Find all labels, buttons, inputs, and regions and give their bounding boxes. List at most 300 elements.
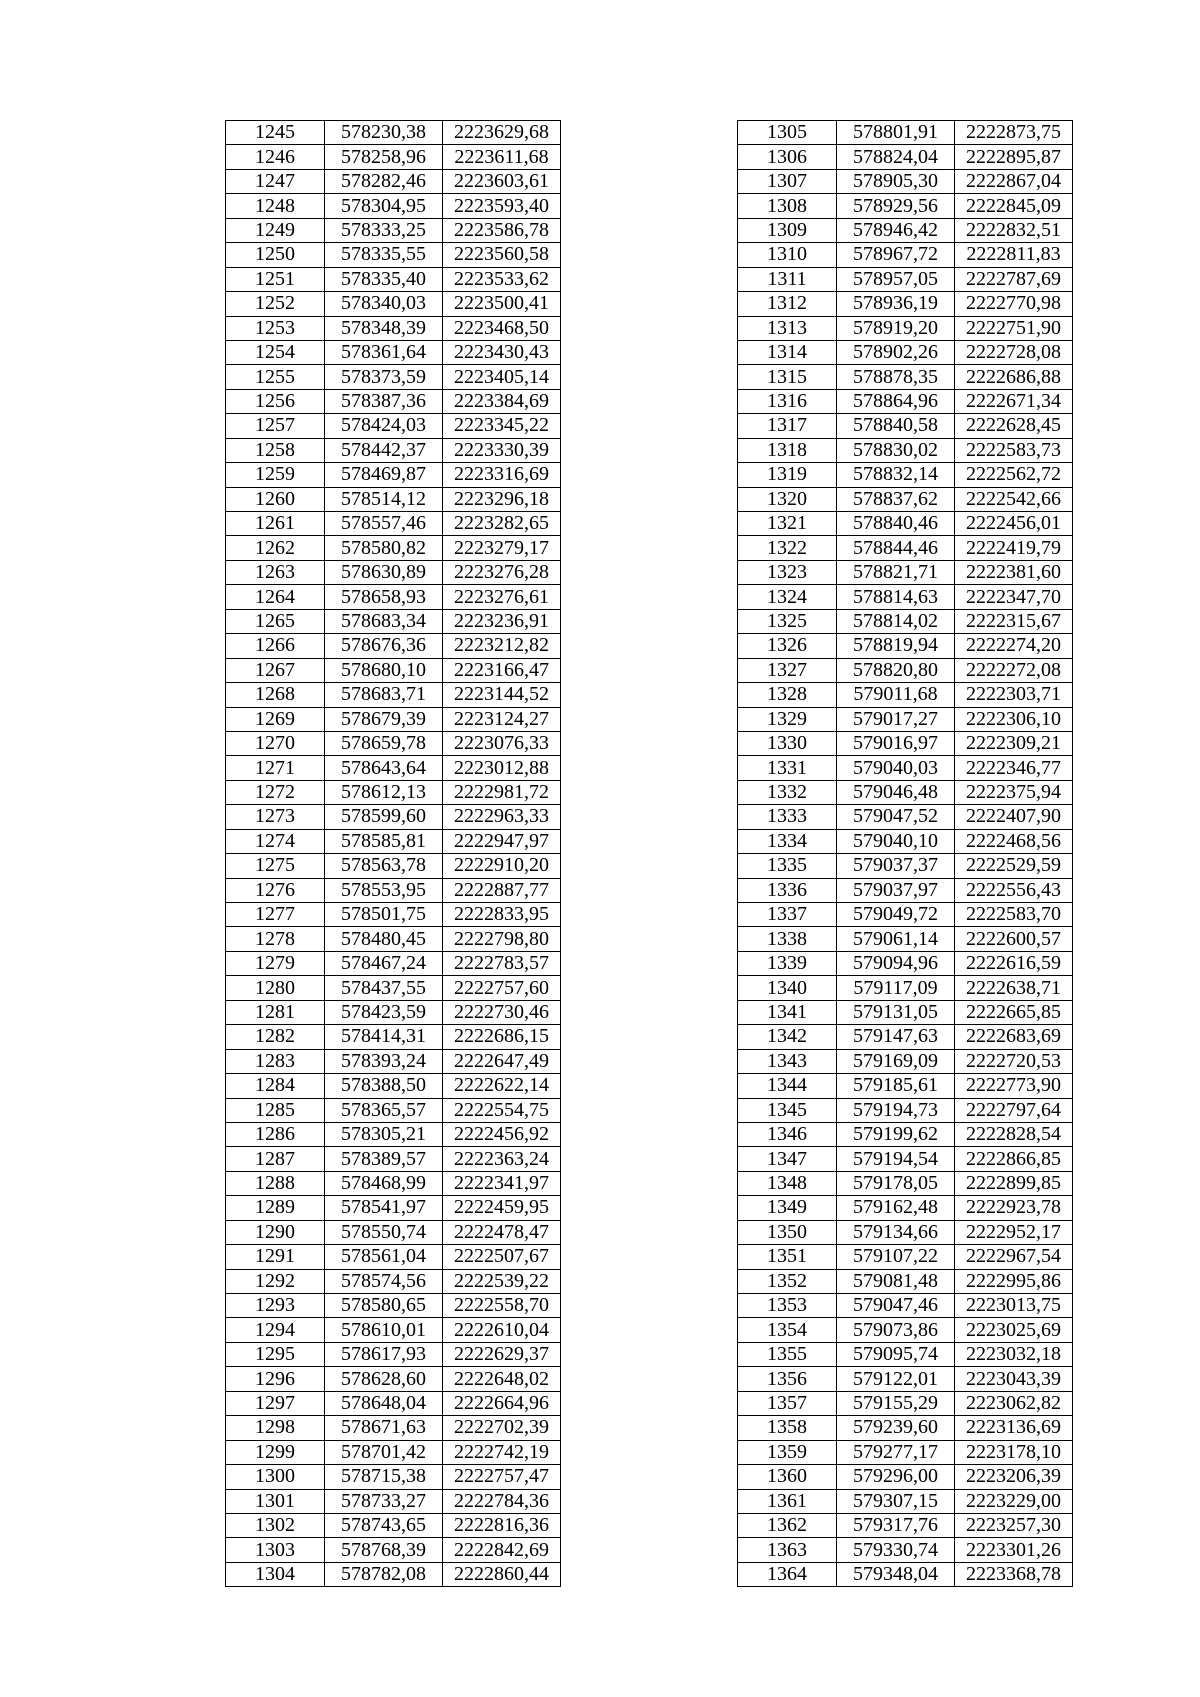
y-coordinate-cell: 2222616,59 [955,951,1073,975]
table-row [226,487,561,511]
point-number-cell: 1284 [226,1074,325,1098]
y-coordinate-cell: 2223345,22 [443,414,561,438]
y-coordinate-cell: 2222306,10 [955,707,1073,731]
table-row [226,292,561,316]
point-number-cell: 1260 [226,487,325,511]
coordinates-table-right [737,120,1073,1587]
y-coordinate-cell: 2222720,53 [955,1049,1073,1073]
x-coordinate-cell: 578782,08 [325,1562,443,1586]
point-number-cell: 1254 [226,340,325,364]
point-number-cell: 1343 [738,1049,837,1073]
table-row [226,1391,561,1415]
x-coordinate-cell: 578580,65 [325,1294,443,1318]
y-coordinate-cell: 2222622,14 [443,1074,561,1098]
x-coordinate-cell: 578679,39 [325,707,443,731]
x-coordinate-cell: 578304,95 [325,194,443,218]
point-number-cell: 1332 [738,780,837,804]
point-number-cell: 1285 [226,1098,325,1122]
point-number-cell: 1357 [738,1391,837,1415]
table-row [738,512,1073,536]
x-coordinate-cell: 579040,10 [837,829,955,853]
y-coordinate-cell: 2223611,68 [443,145,561,169]
x-coordinate-cell: 578423,59 [325,1000,443,1024]
x-coordinate-cell: 578373,59 [325,365,443,389]
x-coordinate-cell: 578701,42 [325,1440,443,1464]
point-number-cell: 1270 [226,731,325,755]
y-coordinate-cell: 2223500,41 [443,292,561,316]
x-coordinate-cell: 578514,12 [325,487,443,511]
point-number-cell: 1339 [738,951,837,975]
x-coordinate-cell: 578864,96 [837,389,955,413]
point-number-cell: 1259 [226,463,325,487]
table-row [738,805,1073,829]
point-number-cell: 1279 [226,951,325,975]
table-row [226,1171,561,1195]
x-coordinate-cell: 578541,97 [325,1196,443,1220]
table-row [226,389,561,413]
table-row [226,829,561,853]
table-row [738,707,1073,731]
y-coordinate-cell: 2222468,56 [955,829,1073,853]
x-coordinate-cell: 578715,38 [325,1465,443,1489]
x-coordinate-cell: 578553,95 [325,878,443,902]
x-coordinate-cell: 578333,25 [325,218,443,242]
y-coordinate-cell: 2222947,97 [443,829,561,853]
y-coordinate-cell: 2222558,70 [443,1294,561,1318]
y-coordinate-cell: 2223229,00 [955,1489,1073,1513]
x-coordinate-cell: 578658,93 [325,585,443,609]
table-row [226,903,561,927]
y-coordinate-cell: 2222828,54 [955,1122,1073,1146]
x-coordinate-cell: 578967,72 [837,243,955,267]
x-coordinate-cell: 578424,03 [325,414,443,438]
x-coordinate-cell: 578393,24 [325,1049,443,1073]
y-coordinate-cell: 2222887,77 [443,878,561,902]
y-coordinate-cell: 2222686,88 [955,365,1073,389]
point-number-cell: 1348 [738,1171,837,1195]
point-number-cell: 1334 [738,829,837,853]
x-coordinate-cell: 578617,93 [325,1342,443,1366]
point-number-cell: 1262 [226,536,325,560]
y-coordinate-cell: 2223166,47 [443,658,561,682]
table-row [226,463,561,487]
table-row [738,1049,1073,1073]
table-row [226,634,561,658]
y-coordinate-cell: 2222895,87 [955,145,1073,169]
x-coordinate-cell: 579134,66 [837,1220,955,1244]
point-number-cell: 1286 [226,1122,325,1146]
point-number-cell: 1345 [738,1098,837,1122]
x-coordinate-cell: 578501,75 [325,903,443,927]
x-coordinate-cell: 578468,99 [325,1171,443,1195]
table-row [738,1416,1073,1440]
x-coordinate-cell: 579037,37 [837,854,955,878]
table-row [226,560,561,584]
y-coordinate-cell: 2223043,39 [955,1367,1073,1391]
x-coordinate-cell: 578469,87 [325,463,443,487]
point-number-cell: 1358 [738,1416,837,1440]
table-row [226,1245,561,1269]
point-number-cell: 1264 [226,585,325,609]
point-number-cell: 1250 [226,243,325,267]
table-row [226,1196,561,1220]
y-coordinate-cell: 2222363,24 [443,1147,561,1171]
x-coordinate-cell: 578612,13 [325,780,443,804]
point-number-cell: 1251 [226,267,325,291]
x-coordinate-cell: 579017,27 [837,707,955,731]
x-coordinate-cell: 579169,09 [837,1049,955,1073]
y-coordinate-cell: 2223330,39 [443,438,561,462]
x-coordinate-cell: 578365,57 [325,1098,443,1122]
table-row [738,389,1073,413]
y-coordinate-cell: 2222375,94 [955,780,1073,804]
point-number-cell: 1319 [738,463,837,487]
table-row [226,878,561,902]
y-coordinate-cell: 2222842,69 [443,1538,561,1562]
x-coordinate-cell: 578801,91 [837,121,955,145]
x-coordinate-cell: 578580,82 [325,536,443,560]
table-row [738,414,1073,438]
point-number-cell: 1346 [738,1122,837,1146]
table-row [738,1562,1073,1586]
y-coordinate-cell: 2222730,46 [443,1000,561,1024]
x-coordinate-cell: 578563,78 [325,854,443,878]
x-coordinate-cell: 578821,71 [837,560,955,584]
y-coordinate-cell: 2222757,60 [443,976,561,1000]
x-coordinate-cell: 579307,15 [837,1489,955,1513]
table-row [226,1416,561,1440]
point-number-cell: 1248 [226,194,325,218]
point-number-cell: 1247 [226,169,325,193]
point-number-cell: 1361 [738,1489,837,1513]
y-coordinate-cell: 2223301,26 [955,1538,1073,1562]
point-number-cell: 1318 [738,438,837,462]
y-coordinate-cell: 2222274,20 [955,634,1073,658]
y-coordinate-cell: 2222478,47 [443,1220,561,1244]
x-coordinate-cell: 579178,05 [837,1171,955,1195]
x-coordinate-cell: 579047,52 [837,805,955,829]
table-row [738,634,1073,658]
point-number-cell: 1314 [738,340,837,364]
y-coordinate-cell: 2223629,68 [443,121,561,145]
table-row [226,1074,561,1098]
x-coordinate-cell: 578348,39 [325,316,443,340]
x-coordinate-cell: 578230,38 [325,121,443,145]
y-coordinate-cell: 2222686,15 [443,1025,561,1049]
point-number-cell: 1355 [738,1342,837,1366]
table-row [738,1074,1073,1098]
y-coordinate-cell: 2222556,43 [955,878,1073,902]
table-row [738,1440,1073,1464]
table-row [738,1025,1073,1049]
y-coordinate-cell: 2222459,95 [443,1196,561,1220]
table-row [226,1220,561,1244]
y-coordinate-cell: 2223013,75 [955,1294,1073,1318]
point-number-cell: 1311 [738,267,837,291]
y-coordinate-cell: 2223316,69 [443,463,561,487]
table-row [226,731,561,755]
y-coordinate-cell: 2222833,95 [443,903,561,927]
point-number-cell: 1288 [226,1171,325,1195]
x-coordinate-cell: 578814,02 [837,609,955,633]
y-coordinate-cell: 2222963,33 [443,805,561,829]
point-number-cell: 1331 [738,756,837,780]
point-number-cell: 1295 [226,1342,325,1366]
y-coordinate-cell: 2223178,10 [955,1440,1073,1464]
y-coordinate-cell: 2223586,78 [443,218,561,242]
x-coordinate-cell: 579239,60 [837,1416,955,1440]
table-row [738,1220,1073,1244]
x-coordinate-cell: 578388,50 [325,1074,443,1098]
x-coordinate-cell: 578340,03 [325,292,443,316]
table-row [738,1391,1073,1415]
table-row [226,365,561,389]
coordinates-table-left-body [226,121,561,1587]
point-number-cell: 1341 [738,1000,837,1024]
point-number-cell: 1327 [738,658,837,682]
x-coordinate-cell: 578819,94 [837,634,955,658]
point-number-cell: 1354 [738,1318,837,1342]
table-row [738,1318,1073,1342]
point-number-cell: 1303 [226,1538,325,1562]
x-coordinate-cell: 578824,04 [837,145,955,169]
point-number-cell: 1324 [738,585,837,609]
y-coordinate-cell: 2222787,69 [955,267,1073,291]
x-coordinate-cell: 578929,56 [837,194,955,218]
y-coordinate-cell: 2222923,78 [955,1196,1073,1220]
table-row [226,707,561,731]
point-number-cell: 1351 [738,1245,837,1269]
y-coordinate-cell: 2222867,04 [955,169,1073,193]
x-coordinate-cell: 578467,24 [325,951,443,975]
y-coordinate-cell: 2223533,62 [443,267,561,291]
table-row [738,780,1073,804]
point-number-cell: 1315 [738,365,837,389]
point-number-cell: 1274 [226,829,325,853]
x-coordinate-cell: 578671,63 [325,1416,443,1440]
y-coordinate-cell: 2223282,65 [443,512,561,536]
x-coordinate-cell: 578480,45 [325,927,443,951]
table-row [738,316,1073,340]
point-number-cell: 1275 [226,854,325,878]
point-number-cell: 1299 [226,1440,325,1464]
y-coordinate-cell: 2222554,75 [443,1098,561,1122]
table-row [738,854,1073,878]
table-row [226,145,561,169]
y-coordinate-cell: 2222866,85 [955,1147,1073,1171]
table-row [226,658,561,682]
x-coordinate-cell: 579049,72 [837,903,955,927]
x-coordinate-cell: 578820,80 [837,658,955,682]
y-coordinate-cell: 2222832,51 [955,218,1073,242]
y-coordinate-cell: 2223032,18 [955,1342,1073,1366]
y-coordinate-cell: 2222751,90 [955,316,1073,340]
y-coordinate-cell: 2222610,04 [443,1318,561,1342]
x-coordinate-cell: 579047,46 [837,1294,955,1318]
point-number-cell: 1356 [738,1367,837,1391]
y-coordinate-cell: 2222456,01 [955,512,1073,536]
x-coordinate-cell: 579011,68 [837,683,955,707]
y-coordinate-cell: 2223025,69 [955,1318,1073,1342]
x-coordinate-cell: 578335,55 [325,243,443,267]
point-number-cell: 1245 [226,121,325,145]
table-row [226,194,561,218]
x-coordinate-cell: 579199,62 [837,1122,955,1146]
x-coordinate-cell: 579046,48 [837,780,955,804]
y-coordinate-cell: 2222873,75 [955,121,1073,145]
point-number-cell: 1249 [226,218,325,242]
table-row [738,1000,1073,1024]
point-number-cell: 1278 [226,927,325,951]
point-number-cell: 1322 [738,536,837,560]
x-coordinate-cell: 579040,03 [837,756,955,780]
y-coordinate-cell: 2222647,49 [443,1049,561,1073]
x-coordinate-cell: 579081,48 [837,1269,955,1293]
table-row [738,194,1073,218]
point-number-cell: 1317 [738,414,837,438]
x-coordinate-cell: 578414,31 [325,1025,443,1049]
point-number-cell: 1335 [738,854,837,878]
point-number-cell: 1342 [738,1025,837,1049]
y-coordinate-cell: 2223276,28 [443,560,561,584]
y-coordinate-cell: 2222784,36 [443,1489,561,1513]
x-coordinate-cell: 578561,04 [325,1245,443,1269]
table-row [226,267,561,291]
point-number-cell: 1263 [226,560,325,584]
table-row [738,976,1073,1000]
y-coordinate-cell: 2222272,08 [955,658,1073,682]
point-number-cell: 1352 [738,1269,837,1293]
x-coordinate-cell: 579122,01 [837,1367,955,1391]
y-coordinate-cell: 2222529,59 [955,854,1073,878]
point-number-cell: 1281 [226,1000,325,1024]
y-coordinate-cell: 2222303,71 [955,683,1073,707]
point-number-cell: 1350 [738,1220,837,1244]
point-number-cell: 1353 [738,1294,837,1318]
table-row [738,585,1073,609]
point-number-cell: 1246 [226,145,325,169]
point-number-cell: 1309 [738,218,837,242]
table-row [738,438,1073,462]
x-coordinate-cell: 578676,36 [325,634,443,658]
point-number-cell: 1320 [738,487,837,511]
table-row [226,1342,561,1366]
y-coordinate-cell: 2222845,09 [955,194,1073,218]
table-row [226,340,561,364]
table-row [738,1245,1073,1269]
point-number-cell: 1330 [738,731,837,755]
point-number-cell: 1292 [226,1269,325,1293]
x-coordinate-cell: 579095,74 [837,1342,955,1366]
x-coordinate-cell: 578574,56 [325,1269,443,1293]
point-number-cell: 1304 [226,1562,325,1586]
x-coordinate-cell: 579277,17 [837,1440,955,1464]
x-coordinate-cell: 579194,54 [837,1147,955,1171]
x-coordinate-cell: 578387,36 [325,389,443,413]
point-number-cell: 1257 [226,414,325,438]
y-coordinate-cell: 2223279,17 [443,536,561,560]
point-number-cell: 1302 [226,1513,325,1537]
point-number-cell: 1363 [738,1538,837,1562]
point-number-cell: 1265 [226,609,325,633]
point-number-cell: 1306 [738,145,837,169]
table-row [226,780,561,804]
table-row [738,340,1073,364]
x-coordinate-cell: 579131,05 [837,1000,955,1024]
y-coordinate-cell: 2223257,30 [955,1513,1073,1537]
x-coordinate-cell: 578683,71 [325,683,443,707]
table-row [738,1171,1073,1195]
x-coordinate-cell: 578957,05 [837,267,955,291]
y-coordinate-cell: 2222702,39 [443,1416,561,1440]
y-coordinate-cell: 2223124,27 [443,707,561,731]
table-row [226,854,561,878]
y-coordinate-cell: 2222797,64 [955,1098,1073,1122]
y-coordinate-cell: 2222539,22 [443,1269,561,1293]
y-coordinate-cell: 2223405,14 [443,365,561,389]
x-coordinate-cell: 579147,63 [837,1025,955,1049]
y-coordinate-cell: 2223276,61 [443,585,561,609]
point-number-cell: 1321 [738,512,837,536]
y-coordinate-cell: 2222456,92 [443,1122,561,1146]
x-coordinate-cell: 578878,35 [837,365,955,389]
y-coordinate-cell: 2223603,61 [443,169,561,193]
table-row [738,951,1073,975]
x-coordinate-cell: 579061,14 [837,927,955,951]
point-number-cell: 1326 [738,634,837,658]
point-number-cell: 1301 [226,1489,325,1513]
y-coordinate-cell: 2222562,72 [955,463,1073,487]
y-coordinate-cell: 2222742,19 [443,1440,561,1464]
point-number-cell: 1276 [226,878,325,902]
table-row [226,218,561,242]
table-row [738,609,1073,633]
table-row [226,1294,561,1318]
table-row [226,1562,561,1586]
table-row [738,683,1073,707]
table-row [226,1440,561,1464]
point-number-cell: 1328 [738,683,837,707]
y-coordinate-cell: 2223212,82 [443,634,561,658]
y-coordinate-cell: 2223384,69 [443,389,561,413]
x-coordinate-cell: 579155,29 [837,1391,955,1415]
point-number-cell: 1364 [738,1562,837,1586]
y-coordinate-cell: 2222629,37 [443,1342,561,1366]
table-row [226,805,561,829]
point-number-cell: 1333 [738,805,837,829]
y-coordinate-cell: 2222347,70 [955,585,1073,609]
point-number-cell: 1271 [226,756,325,780]
y-coordinate-cell: 2222728,08 [955,340,1073,364]
y-coordinate-cell: 2223136,69 [955,1416,1073,1440]
x-coordinate-cell: 578585,81 [325,829,443,853]
x-coordinate-cell: 578628,60 [325,1367,443,1391]
y-coordinate-cell: 2223430,43 [443,340,561,364]
x-coordinate-cell: 578258,96 [325,145,443,169]
point-number-cell: 1336 [738,878,837,902]
table-row [738,1538,1073,1562]
point-number-cell: 1338 [738,927,837,951]
y-coordinate-cell: 2223296,18 [443,487,561,511]
x-coordinate-cell: 579296,00 [837,1465,955,1489]
table-row [226,1513,561,1537]
y-coordinate-cell: 2223368,78 [955,1562,1073,1586]
y-coordinate-cell: 2223236,91 [443,609,561,633]
x-coordinate-cell: 578814,63 [837,585,955,609]
y-coordinate-cell: 2222981,72 [443,780,561,804]
table-row [226,683,561,707]
table-row [226,1269,561,1293]
